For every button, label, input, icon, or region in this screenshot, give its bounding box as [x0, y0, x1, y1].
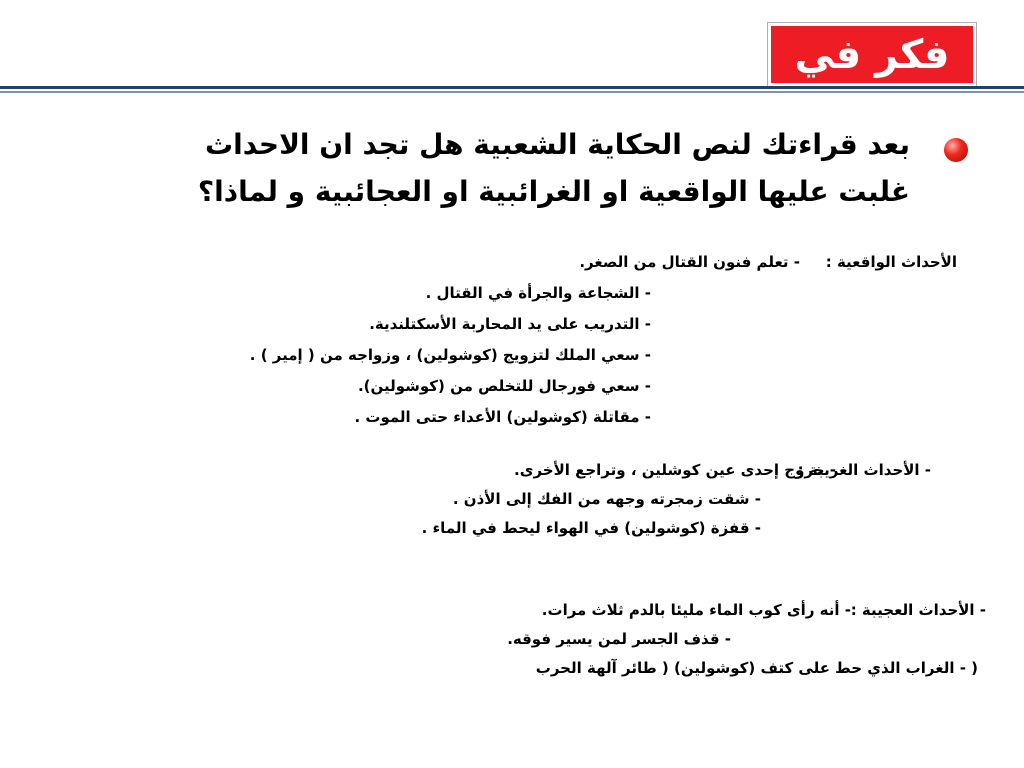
list-item: ( - الغراب الذي حط على كتف (كوشولين) ( طائر آلهة الحرب — [535, 659, 978, 677]
realistic-events-section — [157, 247, 957, 433]
list-item: - الشجاعة والجرأة في القتال . — [425, 284, 651, 302]
list-item: - سعي فورجال للتخلص من (كوشولين). — [357, 377, 651, 395]
list-item: - تعلم فنون القتال من الصغر. — [579, 253, 800, 271]
list-item: - خروج إحدى عين كوشلين ، وتراجع الأخرى. — [514, 461, 836, 479]
question-text — [130, 121, 910, 215]
red-bullet-icon — [944, 138, 968, 162]
question-line-1: بعد قراءتك لنص الحكاية الشعبية هل تجد ان الاحداث — [204, 128, 910, 161]
list-item: - التدريب على يد المحاربة الأسكتلندية. — [369, 315, 651, 333]
list-item: - أنه رأى كوب الماء مليئا بالدم ثلاث مرات. — [541, 601, 851, 619]
strange-events-section — [371, 456, 931, 543]
slide-title-box — [768, 23, 976, 86]
list-item: - قذف الجسر لمن يسير فوقه. — [507, 630, 731, 648]
strange-events-label: - الأحداث الغريبة : — [797, 461, 931, 479]
slide-title: فكر في — [794, 31, 950, 78]
list-item: - شقت زمجرته وجهه من الفك إلى الأذن . — [452, 490, 761, 508]
header-divider-thin — [0, 91, 1024, 93]
realistic-events-label: الأحداث الواقعية : — [825, 253, 957, 271]
list-item: - قفزة (كوشولين) في الهواء ليحط في الماء . — [421, 519, 761, 537]
question-line-2: غلبت عليها الواقعية او الغرائبية او العجائبية و لماذا؟ — [197, 175, 910, 208]
header-divider — [0, 86, 1024, 89]
list-item: - سعي الملك لتزويج (كوشولين) ، وزواجه من ( إمير ) . — [249, 346, 651, 364]
wondrous-events-label: - الأحداث العجيبة : — [850, 601, 986, 619]
wondrous-events-section — [486, 596, 986, 683]
list-item: - مقاتلة (كوشولين) الأعداء حتى الموت . — [354, 408, 651, 426]
